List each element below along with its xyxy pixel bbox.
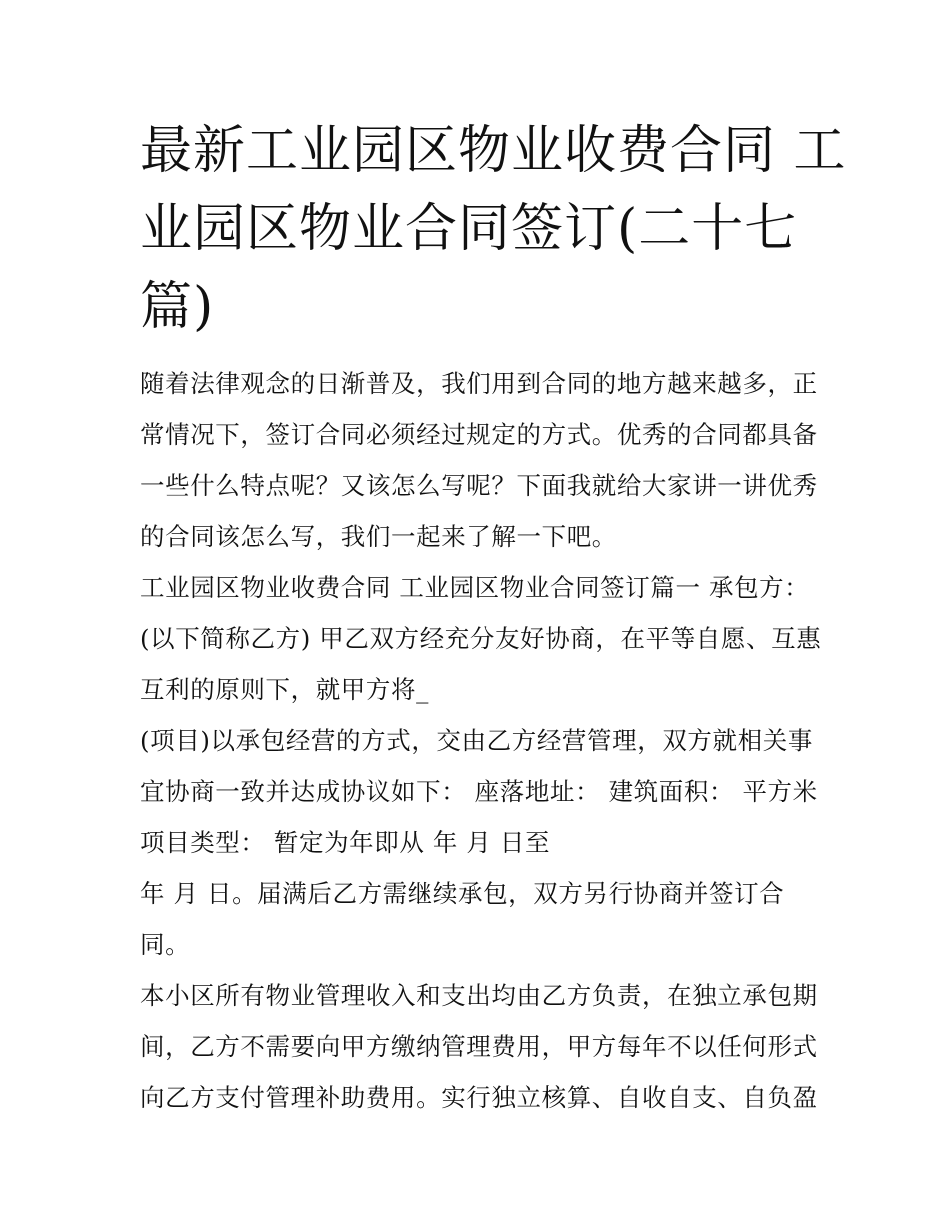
body-line: (项目)以承包经营的方式，交由乙方经营管理，双方就相关事 [140,726,813,755]
body-line: 同。 [140,930,191,959]
body-line: 常情况下，签订合同必须经过规定的方式。优秀的合同都具备 [140,420,818,449]
body-line: 互利的原则下，就甲方将_ [140,675,429,704]
body-line: 工业园区物业收费合同 工业园区物业合同签订篇一 承包方： [140,573,810,602]
title-line: 篇) [140,277,215,337]
body-line: 随着法律观念的日渐普及，我们用到合同的地方越来越多，正 [140,369,818,398]
body-line: 项目类型： 暂定为年即从 年 月 日至 [140,828,551,857]
body-line: 本小区所有物业管理收入和支出均由乙方负责，在独立承包期 [140,981,818,1010]
body-line: 向乙方支付管理补助费用。实行独立核算、自收自支、自负盈 [140,1083,818,1112]
body-line: (以下简称乙方) 甲乙双方经充分友好协商，在平等自愿、互惠 [140,624,822,653]
body-line: 一些什么特点呢？又该怎么写呢？下面我就给大家讲一讲优秀 [140,471,818,500]
document-body [140,358,830,1123]
document-title [140,112,847,346]
title-line: 业园区物业合同签订(二十七 [140,199,798,259]
title-line: 最新工业园区物业收费合同 工 [140,121,847,181]
body-line: 宜协商一致并达成协议如下： 座落地址： 建筑面积： 平方米 [140,777,818,806]
body-line: 的合同该怎么写，我们一起来了解一下吧。 [140,522,617,551]
body-line: 间，乙方不需要向甲方缴纳管理费用，甲方每年不以任何形式 [140,1032,818,1061]
body-line: 年 月 日。届满后乙方需继续承包，双方另行协商并签订合 [140,879,785,908]
